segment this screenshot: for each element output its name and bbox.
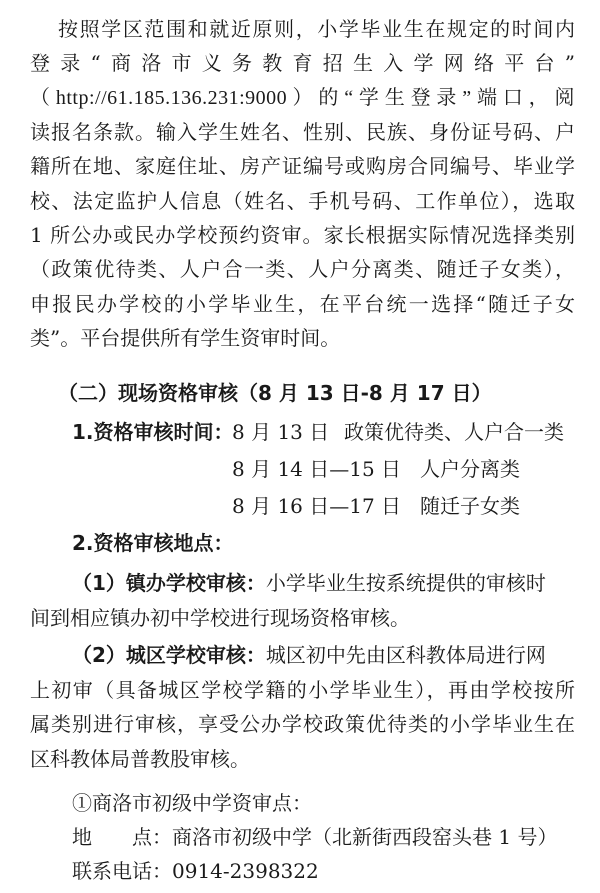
schedule-category: 人户分离类 (420, 457, 520, 481)
paragraph-line: 读报名条款。输入学生姓名、性别、民族、身份证号码、户 (30, 120, 575, 144)
town-review-label: （1）镇办学校审核： (72, 571, 266, 595)
city-review-line-4: 区科教体局普教股审核。 (30, 747, 250, 771)
paragraph-line: 1 所公办或民办学校预约资审。家长根据实际情况选择类别 (30, 223, 575, 247)
city-review-line-2: 上初审（具备城区学校学籍的小学毕业生），再由学校按所 (30, 678, 575, 702)
town-review-text: 小学毕业生按系统提供的审核时 (265, 571, 546, 595)
paragraph-line: 类”。平台提供所有学生资审时间。 (30, 326, 341, 350)
review-location-label: 2.资格审核地点： (72, 531, 234, 555)
review-time-label: 1.资格审核时间： (72, 420, 234, 444)
schedule-date: 8 月 14 日—15 日 (232, 457, 402, 481)
address-value: 商洛市初级中学（北新街西段窑头巷 1 号） (172, 825, 558, 849)
city-review-label: （2）城区学校审核： (72, 643, 266, 667)
review-point-address (72, 820, 582, 854)
city-review-line (72, 638, 575, 672)
paragraph-line: 校、法定监护人信息（姓名、手机号码、工作单位），选取 (30, 189, 575, 213)
town-review-line (72, 566, 575, 600)
review-point-title: ①商洛市初级中学资审点： (72, 791, 312, 815)
paragraph-line: （政策优待类、人户合一类、人户分离类、随迁子女类）， (30, 257, 575, 281)
city-review-line-3: 属类别进行审核，享受公办学校政策优待类的小学毕业生在 (30, 712, 575, 736)
paragraph-line: 按照学区范围和就近原则，小学毕业生在规定的时间内 (58, 17, 575, 41)
paragraph-line: 登录“商洛市义务教育招生入学网络平台” (30, 51, 575, 75)
address-label: 地 点： (72, 825, 172, 849)
paragraph-line: 籍所在地、家庭住址、房产证编号或购房合同编号、毕业学 (30, 154, 575, 178)
review-point-phone (72, 854, 575, 888)
paragraph-line-url: （http://61.185.136.231:9000）的“学生登录”端口，阅 (30, 87, 575, 109)
paragraph-line: 申报民办学校的小学毕业生，在平台统一选择“随迁子女 (30, 292, 575, 316)
phone-value: 0914-2398322 (172, 859, 319, 883)
section-heading: （二）现场资格审核（8 月 13 日-8 月 17 日） (58, 381, 492, 405)
city-review-text: 城区初中先由区科教体局进行网 (265, 643, 546, 667)
schedule-category: 随迁子女类 (420, 494, 520, 518)
schedule-date: 8 月 13 日 (232, 420, 330, 444)
town-review-line-2: 间到相应镇办初中学校进行现场资格审核。 (30, 606, 410, 630)
schedule-category: 政策优待类、人户合一类 (344, 420, 564, 444)
phone-label: 联系电话： (72, 859, 172, 883)
schedule-date: 8 月 16 日—17 日 (232, 494, 402, 518)
